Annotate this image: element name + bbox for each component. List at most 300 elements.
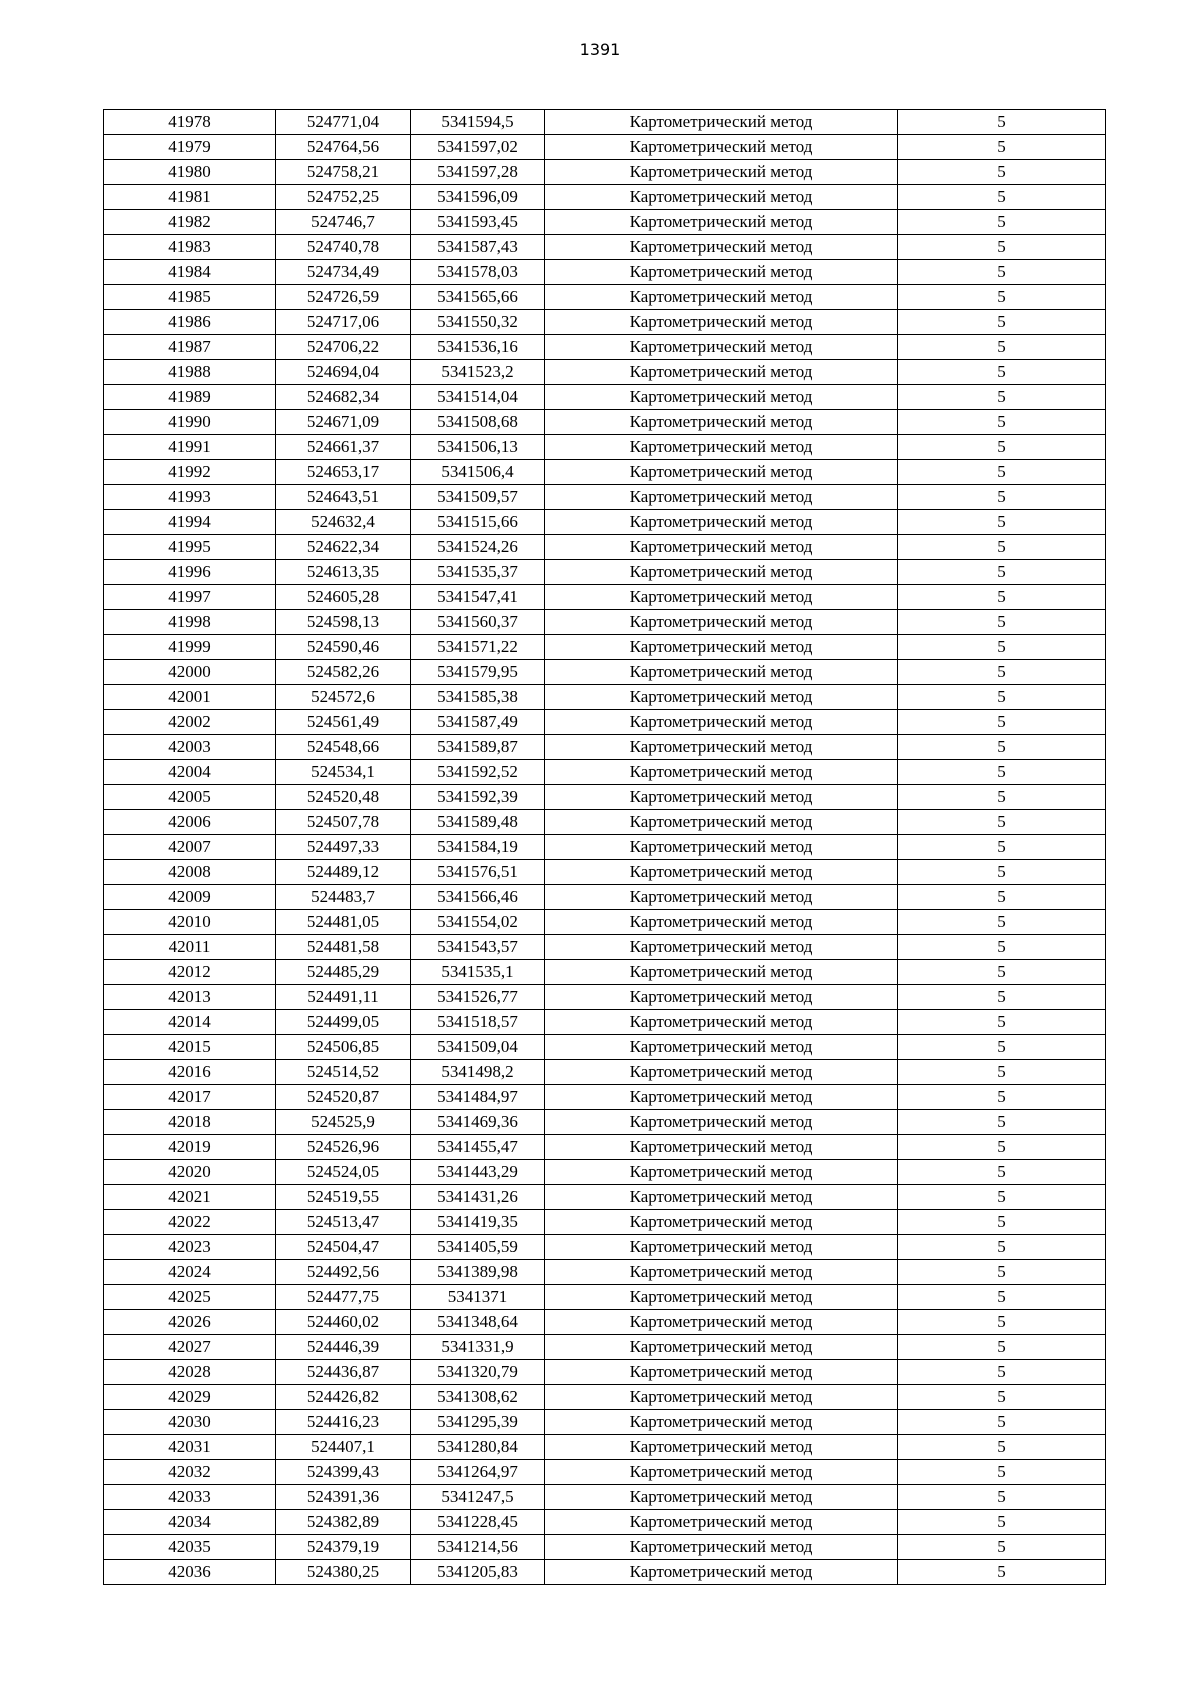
point-number-cell: 42030 xyxy=(104,1410,276,1435)
precision-cell: 5 xyxy=(898,110,1106,135)
table-row xyxy=(104,435,1106,460)
table-row xyxy=(104,235,1106,260)
precision-cell: 5 xyxy=(898,610,1106,635)
precision-cell: 5 xyxy=(898,1185,1106,1210)
x-coordinate-cell: 524706,22 xyxy=(276,335,411,360)
precision-cell: 5 xyxy=(898,185,1106,210)
y-coordinate-cell: 5341371 xyxy=(411,1285,545,1310)
y-coordinate-cell: 5341506,4 xyxy=(411,460,545,485)
y-coordinate-cell: 5341506,13 xyxy=(411,435,545,460)
method-cell: Картометрический метод xyxy=(545,1010,898,1035)
method-cell: Картометрический метод xyxy=(545,1160,898,1185)
table-row xyxy=(104,960,1106,985)
method-cell: Картометрический метод xyxy=(545,1510,898,1535)
y-coordinate-cell: 5341597,02 xyxy=(411,135,545,160)
method-cell: Картометрический метод xyxy=(545,1060,898,1085)
y-coordinate-cell: 5341523,2 xyxy=(411,360,545,385)
method-cell: Картометрический метод xyxy=(545,1385,898,1410)
table-row xyxy=(104,1535,1106,1560)
point-number-cell: 42025 xyxy=(104,1285,276,1310)
table-row xyxy=(104,685,1106,710)
x-coordinate-cell: 524446,39 xyxy=(276,1335,411,1360)
precision-cell: 5 xyxy=(898,1510,1106,1535)
precision-cell: 5 xyxy=(898,1410,1106,1435)
table-row xyxy=(104,710,1106,735)
x-coordinate-cell: 524524,05 xyxy=(276,1160,411,1185)
y-coordinate-cell: 5341518,57 xyxy=(411,1010,545,1035)
point-number-cell: 42015 xyxy=(104,1035,276,1060)
x-coordinate-cell: 524613,35 xyxy=(276,560,411,585)
table-row xyxy=(104,485,1106,510)
method-cell: Картометрический метод xyxy=(545,1460,898,1485)
x-coordinate-cell: 524671,09 xyxy=(276,410,411,435)
point-number-cell: 41989 xyxy=(104,385,276,410)
precision-cell: 5 xyxy=(898,1035,1106,1060)
method-cell: Картометрический метод xyxy=(545,460,898,485)
point-number-cell: 41990 xyxy=(104,410,276,435)
point-number-cell: 41979 xyxy=(104,135,276,160)
precision-cell: 5 xyxy=(898,510,1106,535)
y-coordinate-cell: 5341597,28 xyxy=(411,160,545,185)
precision-cell: 5 xyxy=(898,885,1106,910)
precision-cell: 5 xyxy=(898,285,1106,310)
precision-cell: 5 xyxy=(898,1310,1106,1335)
method-cell: Картометрический метод xyxy=(545,1310,898,1335)
x-coordinate-cell: 524598,13 xyxy=(276,610,411,635)
x-coordinate-cell: 524632,4 xyxy=(276,510,411,535)
table-row xyxy=(104,660,1106,685)
method-cell: Картометрический метод xyxy=(545,910,898,935)
x-coordinate-cell: 524758,21 xyxy=(276,160,411,185)
precision-cell: 5 xyxy=(898,335,1106,360)
method-cell: Картометрический метод xyxy=(545,635,898,660)
method-cell: Картометрический метод xyxy=(545,685,898,710)
point-number-cell: 41987 xyxy=(104,335,276,360)
y-coordinate-cell: 5341419,35 xyxy=(411,1210,545,1235)
method-cell: Картометрический метод xyxy=(545,860,898,885)
y-coordinate-cell: 5341593,45 xyxy=(411,210,545,235)
precision-cell: 5 xyxy=(898,1260,1106,1285)
method-cell: Картометрический метод xyxy=(545,285,898,310)
x-coordinate-cell: 524694,04 xyxy=(276,360,411,385)
table-row xyxy=(104,1110,1106,1135)
method-cell: Картометрический метод xyxy=(545,385,898,410)
precision-cell: 5 xyxy=(898,935,1106,960)
point-number-cell: 41999 xyxy=(104,635,276,660)
precision-cell: 5 xyxy=(898,710,1106,735)
point-number-cell: 42022 xyxy=(104,1210,276,1235)
x-coordinate-cell: 524717,06 xyxy=(276,310,411,335)
point-number-cell: 42024 xyxy=(104,1260,276,1285)
point-number-cell: 42031 xyxy=(104,1435,276,1460)
precision-cell: 5 xyxy=(898,985,1106,1010)
table-row xyxy=(104,310,1106,335)
y-coordinate-cell: 5341576,51 xyxy=(411,860,545,885)
point-number-cell: 41992 xyxy=(104,460,276,485)
y-coordinate-cell: 5341565,66 xyxy=(411,285,545,310)
precision-cell: 5 xyxy=(898,435,1106,460)
table-row xyxy=(104,1085,1106,1110)
x-coordinate-cell: 524740,78 xyxy=(276,235,411,260)
point-number-cell: 41996 xyxy=(104,560,276,585)
y-coordinate-cell: 5341594,5 xyxy=(411,110,545,135)
y-coordinate-cell: 5341592,39 xyxy=(411,785,545,810)
method-cell: Картометрический метод xyxy=(545,435,898,460)
y-coordinate-cell: 5341543,57 xyxy=(411,935,545,960)
x-coordinate-cell: 524492,56 xyxy=(276,1260,411,1285)
x-coordinate-cell: 524485,29 xyxy=(276,960,411,985)
point-number-cell: 41991 xyxy=(104,435,276,460)
precision-cell: 5 xyxy=(898,1285,1106,1310)
x-coordinate-cell: 524643,51 xyxy=(276,485,411,510)
x-coordinate-cell: 524436,87 xyxy=(276,1360,411,1385)
precision-cell: 5 xyxy=(898,1160,1106,1185)
point-number-cell: 42018 xyxy=(104,1110,276,1135)
y-coordinate-cell: 5341247,5 xyxy=(411,1485,545,1510)
table-row xyxy=(104,1435,1106,1460)
y-coordinate-cell: 5341320,79 xyxy=(411,1360,545,1385)
precision-cell: 5 xyxy=(898,160,1106,185)
table-row xyxy=(104,1160,1106,1185)
precision-cell: 5 xyxy=(898,810,1106,835)
method-cell: Картометрический метод xyxy=(545,160,898,185)
point-number-cell: 42008 xyxy=(104,860,276,885)
x-coordinate-cell: 524548,66 xyxy=(276,735,411,760)
precision-cell: 5 xyxy=(898,560,1106,585)
x-coordinate-cell: 524534,1 xyxy=(276,760,411,785)
y-coordinate-cell: 5341584,19 xyxy=(411,835,545,860)
precision-cell: 5 xyxy=(898,1085,1106,1110)
y-coordinate-cell: 5341585,38 xyxy=(411,685,545,710)
point-number-cell: 41983 xyxy=(104,235,276,260)
precision-cell: 5 xyxy=(898,1135,1106,1160)
x-coordinate-cell: 524520,48 xyxy=(276,785,411,810)
table-row xyxy=(104,1410,1106,1435)
x-coordinate-cell: 524771,04 xyxy=(276,110,411,135)
point-number-cell: 42020 xyxy=(104,1160,276,1185)
x-coordinate-cell: 524426,82 xyxy=(276,1385,411,1410)
precision-cell: 5 xyxy=(898,835,1106,860)
x-coordinate-cell: 524380,25 xyxy=(276,1560,411,1585)
table-row xyxy=(104,1510,1106,1535)
precision-cell: 5 xyxy=(898,1485,1106,1510)
point-number-cell: 42007 xyxy=(104,835,276,860)
point-number-cell: 41986 xyxy=(104,310,276,335)
x-coordinate-cell: 524460,02 xyxy=(276,1310,411,1335)
point-number-cell: 42021 xyxy=(104,1185,276,1210)
precision-cell: 5 xyxy=(898,135,1106,160)
table-row xyxy=(104,935,1106,960)
precision-cell: 5 xyxy=(898,585,1106,610)
y-coordinate-cell: 5341498,2 xyxy=(411,1060,545,1085)
y-coordinate-cell: 5341550,32 xyxy=(411,310,545,335)
point-number-cell: 41998 xyxy=(104,610,276,635)
x-coordinate-cell: 524752,25 xyxy=(276,185,411,210)
y-coordinate-cell: 5341455,47 xyxy=(411,1135,545,1160)
y-coordinate-cell: 5341589,48 xyxy=(411,810,545,835)
table-row xyxy=(104,885,1106,910)
point-number-cell: 42014 xyxy=(104,1010,276,1035)
precision-cell: 5 xyxy=(898,1360,1106,1385)
y-coordinate-cell: 5341554,02 xyxy=(411,910,545,935)
precision-cell: 5 xyxy=(898,1385,1106,1410)
y-coordinate-cell: 5341509,04 xyxy=(411,1035,545,1060)
x-coordinate-cell: 524499,05 xyxy=(276,1010,411,1035)
precision-cell: 5 xyxy=(898,960,1106,985)
x-coordinate-cell: 524605,28 xyxy=(276,585,411,610)
method-cell: Картометрический метод xyxy=(545,1260,898,1285)
table-row xyxy=(104,135,1106,160)
table-row xyxy=(104,585,1106,610)
table-row xyxy=(104,610,1106,635)
y-coordinate-cell: 5341331,9 xyxy=(411,1335,545,1360)
point-number-cell: 42013 xyxy=(104,985,276,1010)
table-row xyxy=(104,1260,1106,1285)
method-cell: Картометрический метод xyxy=(545,985,898,1010)
point-number-cell: 42011 xyxy=(104,935,276,960)
precision-cell: 5 xyxy=(898,1110,1106,1135)
y-coordinate-cell: 5341348,64 xyxy=(411,1310,545,1335)
x-coordinate-cell: 524622,34 xyxy=(276,535,411,560)
point-number-cell: 41997 xyxy=(104,585,276,610)
method-cell: Картометрический метод xyxy=(545,735,898,760)
point-number-cell: 42009 xyxy=(104,885,276,910)
x-coordinate-cell: 524525,9 xyxy=(276,1110,411,1135)
y-coordinate-cell: 5341431,26 xyxy=(411,1185,545,1210)
point-number-cell: 42034 xyxy=(104,1510,276,1535)
point-number-cell: 41988 xyxy=(104,360,276,385)
table-row xyxy=(104,860,1106,885)
point-number-cell: 42027 xyxy=(104,1335,276,1360)
y-coordinate-cell: 5341524,26 xyxy=(411,535,545,560)
method-cell: Картометрический метод xyxy=(545,885,898,910)
y-coordinate-cell: 5341484,97 xyxy=(411,1085,545,1110)
table-row xyxy=(104,360,1106,385)
method-cell: Картометрический метод xyxy=(545,960,898,985)
x-coordinate-cell: 524764,56 xyxy=(276,135,411,160)
x-coordinate-cell: 524497,33 xyxy=(276,835,411,860)
y-coordinate-cell: 5341589,87 xyxy=(411,735,545,760)
point-number-cell: 42017 xyxy=(104,1085,276,1110)
y-coordinate-cell: 5341508,68 xyxy=(411,410,545,435)
table-row xyxy=(104,1285,1106,1310)
table-row xyxy=(104,1010,1106,1035)
precision-cell: 5 xyxy=(898,1560,1106,1585)
point-number-cell: 42028 xyxy=(104,1360,276,1385)
x-coordinate-cell: 524391,36 xyxy=(276,1485,411,1510)
method-cell: Картометрический метод xyxy=(545,1410,898,1435)
method-cell: Картометрический метод xyxy=(545,1485,898,1510)
y-coordinate-cell: 5341566,46 xyxy=(411,885,545,910)
method-cell: Картометрический метод xyxy=(545,310,898,335)
method-cell: Картометрический метод xyxy=(545,1360,898,1385)
y-coordinate-cell: 5341592,52 xyxy=(411,760,545,785)
table-body xyxy=(104,110,1106,1585)
point-number-cell: 42032 xyxy=(104,1460,276,1485)
precision-cell: 5 xyxy=(898,210,1106,235)
y-coordinate-cell: 5341587,43 xyxy=(411,235,545,260)
method-cell: Картометрический метод xyxy=(545,810,898,835)
y-coordinate-cell: 5341443,29 xyxy=(411,1160,545,1185)
precision-cell: 5 xyxy=(898,310,1106,335)
point-number-cell: 41980 xyxy=(104,160,276,185)
point-number-cell: 42003 xyxy=(104,735,276,760)
point-number-cell: 41993 xyxy=(104,485,276,510)
method-cell: Картометрический метод xyxy=(545,235,898,260)
page-number: 1391 xyxy=(579,40,621,59)
x-coordinate-cell: 524379,19 xyxy=(276,1535,411,1560)
method-cell: Картометрический метод xyxy=(545,485,898,510)
y-coordinate-cell: 5341514,04 xyxy=(411,385,545,410)
point-number-cell: 42029 xyxy=(104,1385,276,1410)
point-number-cell: 41994 xyxy=(104,510,276,535)
point-number-cell: 41995 xyxy=(104,535,276,560)
table-row xyxy=(104,110,1106,135)
table-row xyxy=(104,560,1106,585)
method-cell: Картометрический метод xyxy=(545,585,898,610)
x-coordinate-cell: 524481,58 xyxy=(276,935,411,960)
x-coordinate-cell: 524682,34 xyxy=(276,385,411,410)
table-row xyxy=(104,335,1106,360)
point-number-cell: 42004 xyxy=(104,760,276,785)
point-number-cell: 42023 xyxy=(104,1235,276,1260)
point-number-cell: 42006 xyxy=(104,810,276,835)
y-coordinate-cell: 5341205,83 xyxy=(411,1560,545,1585)
table-row xyxy=(104,985,1106,1010)
precision-cell: 5 xyxy=(898,1435,1106,1460)
method-cell: Картометрический метод xyxy=(545,1035,898,1060)
x-coordinate-cell: 524734,49 xyxy=(276,260,411,285)
point-number-cell: 42026 xyxy=(104,1310,276,1335)
method-cell: Картометрический метод xyxy=(545,1185,898,1210)
table-row xyxy=(104,510,1106,535)
table-row xyxy=(104,910,1106,935)
x-coordinate-cell: 524399,43 xyxy=(276,1460,411,1485)
table-row xyxy=(104,1460,1106,1485)
x-coordinate-cell: 524653,17 xyxy=(276,460,411,485)
table-row xyxy=(104,735,1106,760)
y-coordinate-cell: 5341535,1 xyxy=(411,960,545,985)
table-row xyxy=(104,285,1106,310)
y-coordinate-cell: 5341578,03 xyxy=(411,260,545,285)
x-coordinate-cell: 524491,11 xyxy=(276,985,411,1010)
precision-cell: 5 xyxy=(898,1535,1106,1560)
precision-cell: 5 xyxy=(898,385,1106,410)
table-row xyxy=(104,1385,1106,1410)
method-cell: Картометрический метод xyxy=(545,510,898,535)
y-coordinate-cell: 5341536,16 xyxy=(411,335,545,360)
x-coordinate-cell: 524526,96 xyxy=(276,1135,411,1160)
y-coordinate-cell: 5341509,57 xyxy=(411,485,545,510)
method-cell: Картометрический метод xyxy=(545,1435,898,1460)
y-coordinate-cell: 5341264,97 xyxy=(411,1460,545,1485)
table-row xyxy=(104,1060,1106,1085)
y-coordinate-cell: 5341469,36 xyxy=(411,1110,545,1135)
method-cell: Картометрический метод xyxy=(545,610,898,635)
precision-cell: 5 xyxy=(898,760,1106,785)
precision-cell: 5 xyxy=(898,460,1106,485)
point-number-cell: 42036 xyxy=(104,1560,276,1585)
precision-cell: 5 xyxy=(898,1460,1106,1485)
point-number-cell: 42005 xyxy=(104,785,276,810)
y-coordinate-cell: 5341280,84 xyxy=(411,1435,545,1460)
table-row xyxy=(104,1560,1106,1585)
method-cell: Картометрический метод xyxy=(545,785,898,810)
point-number-cell: 42002 xyxy=(104,710,276,735)
method-cell: Картометрический метод xyxy=(545,935,898,960)
x-coordinate-cell: 524520,87 xyxy=(276,1085,411,1110)
y-coordinate-cell: 5341295,39 xyxy=(411,1410,545,1435)
table-row xyxy=(104,835,1106,860)
x-coordinate-cell: 524561,49 xyxy=(276,710,411,735)
y-coordinate-cell: 5341579,95 xyxy=(411,660,545,685)
method-cell: Картометрический метод xyxy=(545,710,898,735)
method-cell: Картометрический метод xyxy=(545,1335,898,1360)
precision-cell: 5 xyxy=(898,485,1106,510)
method-cell: Картометрический метод xyxy=(545,210,898,235)
point-number-cell: 41978 xyxy=(104,110,276,135)
table-row xyxy=(104,160,1106,185)
y-coordinate-cell: 5341214,56 xyxy=(411,1535,545,1560)
method-cell: Картометрический метод xyxy=(545,410,898,435)
table-row xyxy=(104,1310,1106,1335)
precision-cell: 5 xyxy=(898,860,1106,885)
table-row xyxy=(104,1360,1106,1385)
precision-cell: 5 xyxy=(898,1235,1106,1260)
precision-cell: 5 xyxy=(898,235,1106,260)
point-number-cell: 42033 xyxy=(104,1485,276,1510)
precision-cell: 5 xyxy=(898,635,1106,660)
method-cell: Картометрический метод xyxy=(545,185,898,210)
method-cell: Картометрический метод xyxy=(545,1285,898,1310)
point-number-cell: 41981 xyxy=(104,185,276,210)
x-coordinate-cell: 524382,89 xyxy=(276,1510,411,1535)
x-coordinate-cell: 524506,85 xyxy=(276,1035,411,1060)
coordinates-table xyxy=(103,109,1106,1585)
y-coordinate-cell: 5341571,22 xyxy=(411,635,545,660)
table-row xyxy=(104,1335,1106,1360)
y-coordinate-cell: 5341405,59 xyxy=(411,1235,545,1260)
x-coordinate-cell: 524661,37 xyxy=(276,435,411,460)
method-cell: Картометрический метод xyxy=(545,1110,898,1135)
y-coordinate-cell: 5341547,41 xyxy=(411,585,545,610)
precision-cell: 5 xyxy=(898,410,1106,435)
method-cell: Картометрический метод xyxy=(545,1560,898,1585)
method-cell: Картометрический метод xyxy=(545,660,898,685)
x-coordinate-cell: 524416,23 xyxy=(276,1410,411,1435)
method-cell: Картометрический метод xyxy=(545,110,898,135)
x-coordinate-cell: 524407,1 xyxy=(276,1435,411,1460)
y-coordinate-cell: 5341389,98 xyxy=(411,1260,545,1285)
x-coordinate-cell: 524513,47 xyxy=(276,1210,411,1235)
method-cell: Картометрический метод xyxy=(545,560,898,585)
x-coordinate-cell: 524507,78 xyxy=(276,810,411,835)
method-cell: Картометрический метод xyxy=(545,1085,898,1110)
x-coordinate-cell: 524514,52 xyxy=(276,1060,411,1085)
table-row xyxy=(104,1485,1106,1510)
point-number-cell: 42012 xyxy=(104,960,276,985)
precision-cell: 5 xyxy=(898,535,1106,560)
precision-cell: 5 xyxy=(898,660,1106,685)
method-cell: Картометрический метод xyxy=(545,1135,898,1160)
x-coordinate-cell: 524582,26 xyxy=(276,660,411,685)
point-number-cell: 42035 xyxy=(104,1535,276,1560)
method-cell: Картометрический метод xyxy=(545,1210,898,1235)
precision-cell: 5 xyxy=(898,1335,1106,1360)
method-cell: Картометрический метод xyxy=(545,360,898,385)
method-cell: Картометрический метод xyxy=(545,1235,898,1260)
precision-cell: 5 xyxy=(898,360,1106,385)
